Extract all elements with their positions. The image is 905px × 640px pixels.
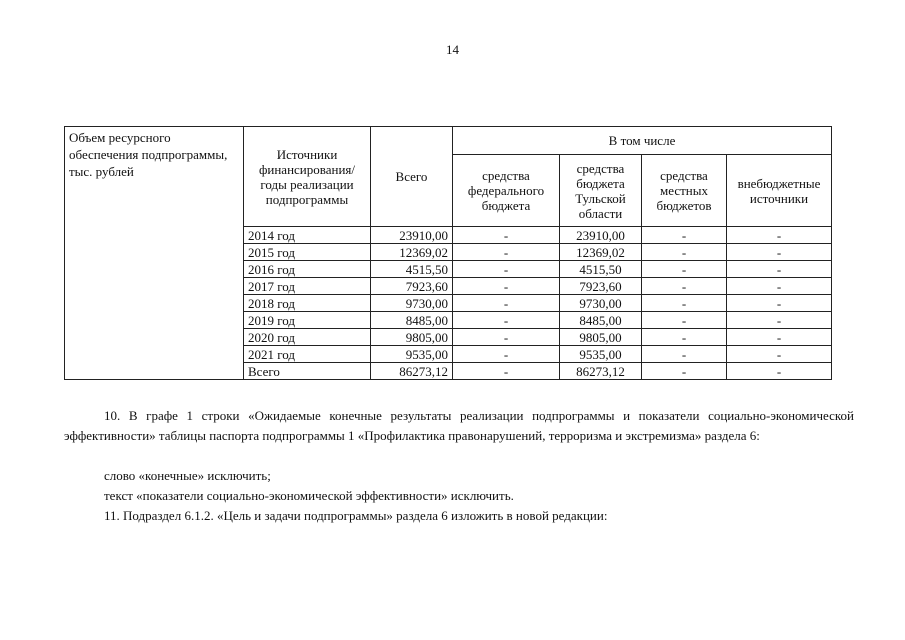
- cell-extra: -: [727, 227, 832, 244]
- header-local: средства местных бюджетов: [642, 155, 727, 227]
- cell-federal: -: [453, 295, 560, 312]
- cell-year: 2014 год: [244, 227, 371, 244]
- cell-extra: -: [727, 312, 832, 329]
- cell-regional: 8485,00: [560, 312, 642, 329]
- cell-regional: 7923,60: [560, 278, 642, 295]
- cell-year: 2015 год: [244, 244, 371, 261]
- cell-total: 12369,02: [371, 244, 453, 261]
- cell-federal: -: [453, 312, 560, 329]
- cell-federal: -: [453, 278, 560, 295]
- cell-local: -: [642, 261, 727, 278]
- cell-regional: 86273,12: [560, 363, 642, 380]
- cell-year: 2016 год: [244, 261, 371, 278]
- cell-total: 9805,00: [371, 329, 453, 346]
- header-including: В том числе: [453, 127, 832, 155]
- cell-local: -: [642, 295, 727, 312]
- cell-local: -: [642, 363, 727, 380]
- header-total: Всего: [371, 127, 453, 227]
- cell-total: 8485,00: [371, 312, 453, 329]
- cell-total: 9730,00: [371, 295, 453, 312]
- cell-extra: -: [727, 244, 832, 261]
- cell-federal: -: [453, 329, 560, 346]
- cell-total: 4515,50: [371, 261, 453, 278]
- cell-total: 7923,60: [371, 278, 453, 295]
- cell-extra: -: [727, 346, 832, 363]
- cell-federal: -: [453, 227, 560, 244]
- cell-local: -: [642, 346, 727, 363]
- cell-year: 2017 год: [244, 278, 371, 295]
- cell-year: 2019 год: [244, 312, 371, 329]
- cell-regional: 9730,00: [560, 295, 642, 312]
- cell-year: 2020 год: [244, 329, 371, 346]
- cell-federal: -: [453, 261, 560, 278]
- cell-local: -: [642, 244, 727, 261]
- paragraph-10: 10. В графе 1 строки «Ожидаемые конечные результаты реализации подпрограммы и показатели социально-экономической эффективности» таблицы паспорта подпрограммы 1 «Профилактика правонарушений, терроризма и экстремизма» раздела 6:: [64, 408, 854, 443]
- header-extra: внебюджетные источники: [727, 155, 832, 227]
- financing-table: [64, 126, 832, 380]
- cell-federal: -: [453, 244, 560, 261]
- cell-extra: -: [727, 363, 832, 380]
- row-label: Объем ресурсного обеспечения подпрограммы, тыс. рублей: [69, 130, 228, 179]
- cell-total: 23910,00: [371, 227, 453, 244]
- cell-year: 2018 год: [244, 295, 371, 312]
- cell-local: -: [642, 278, 727, 295]
- header-sources: Источники финансирования/ годы реализации подпрограммы: [244, 127, 371, 227]
- cell-local: -: [642, 227, 727, 244]
- cell-total: 9535,00: [371, 346, 453, 363]
- cell-extra: -: [727, 261, 832, 278]
- paragraph-10-item-a: слово «конечные» исключить;: [104, 468, 271, 483]
- cell-regional: 9535,00: [560, 346, 642, 363]
- cell-local: -: [642, 312, 727, 329]
- cell-year: 2021 год: [244, 346, 371, 363]
- cell-regional: 4515,50: [560, 261, 642, 278]
- cell-total: 86273,12: [371, 363, 453, 380]
- page-number: 14: [446, 42, 459, 57]
- row-label-cell: [65, 127, 244, 380]
- cell-local: -: [642, 329, 727, 346]
- cell-federal: -: [453, 346, 560, 363]
- cell-extra: -: [727, 295, 832, 312]
- cell-regional: 23910,00: [560, 227, 642, 244]
- cell-regional: 12369,02: [560, 244, 642, 261]
- paragraph-11: 11. Подраздел 6.1.2. «Цель и задачи подпрограммы» раздела 6 изложить в новой редакции:: [104, 508, 608, 523]
- header-regional: средства бюджета Тульской области: [560, 155, 642, 227]
- cell-regional: 9805,00: [560, 329, 642, 346]
- cell-extra: -: [727, 278, 832, 295]
- header-federal: средства федерального бюджета: [453, 155, 560, 227]
- cell-year: Всего: [244, 363, 371, 380]
- cell-extra: -: [727, 329, 832, 346]
- paragraph-10-item-b: текст «показатели социально-экономической эффективности» исключить.: [104, 488, 514, 503]
- cell-federal: -: [453, 363, 560, 380]
